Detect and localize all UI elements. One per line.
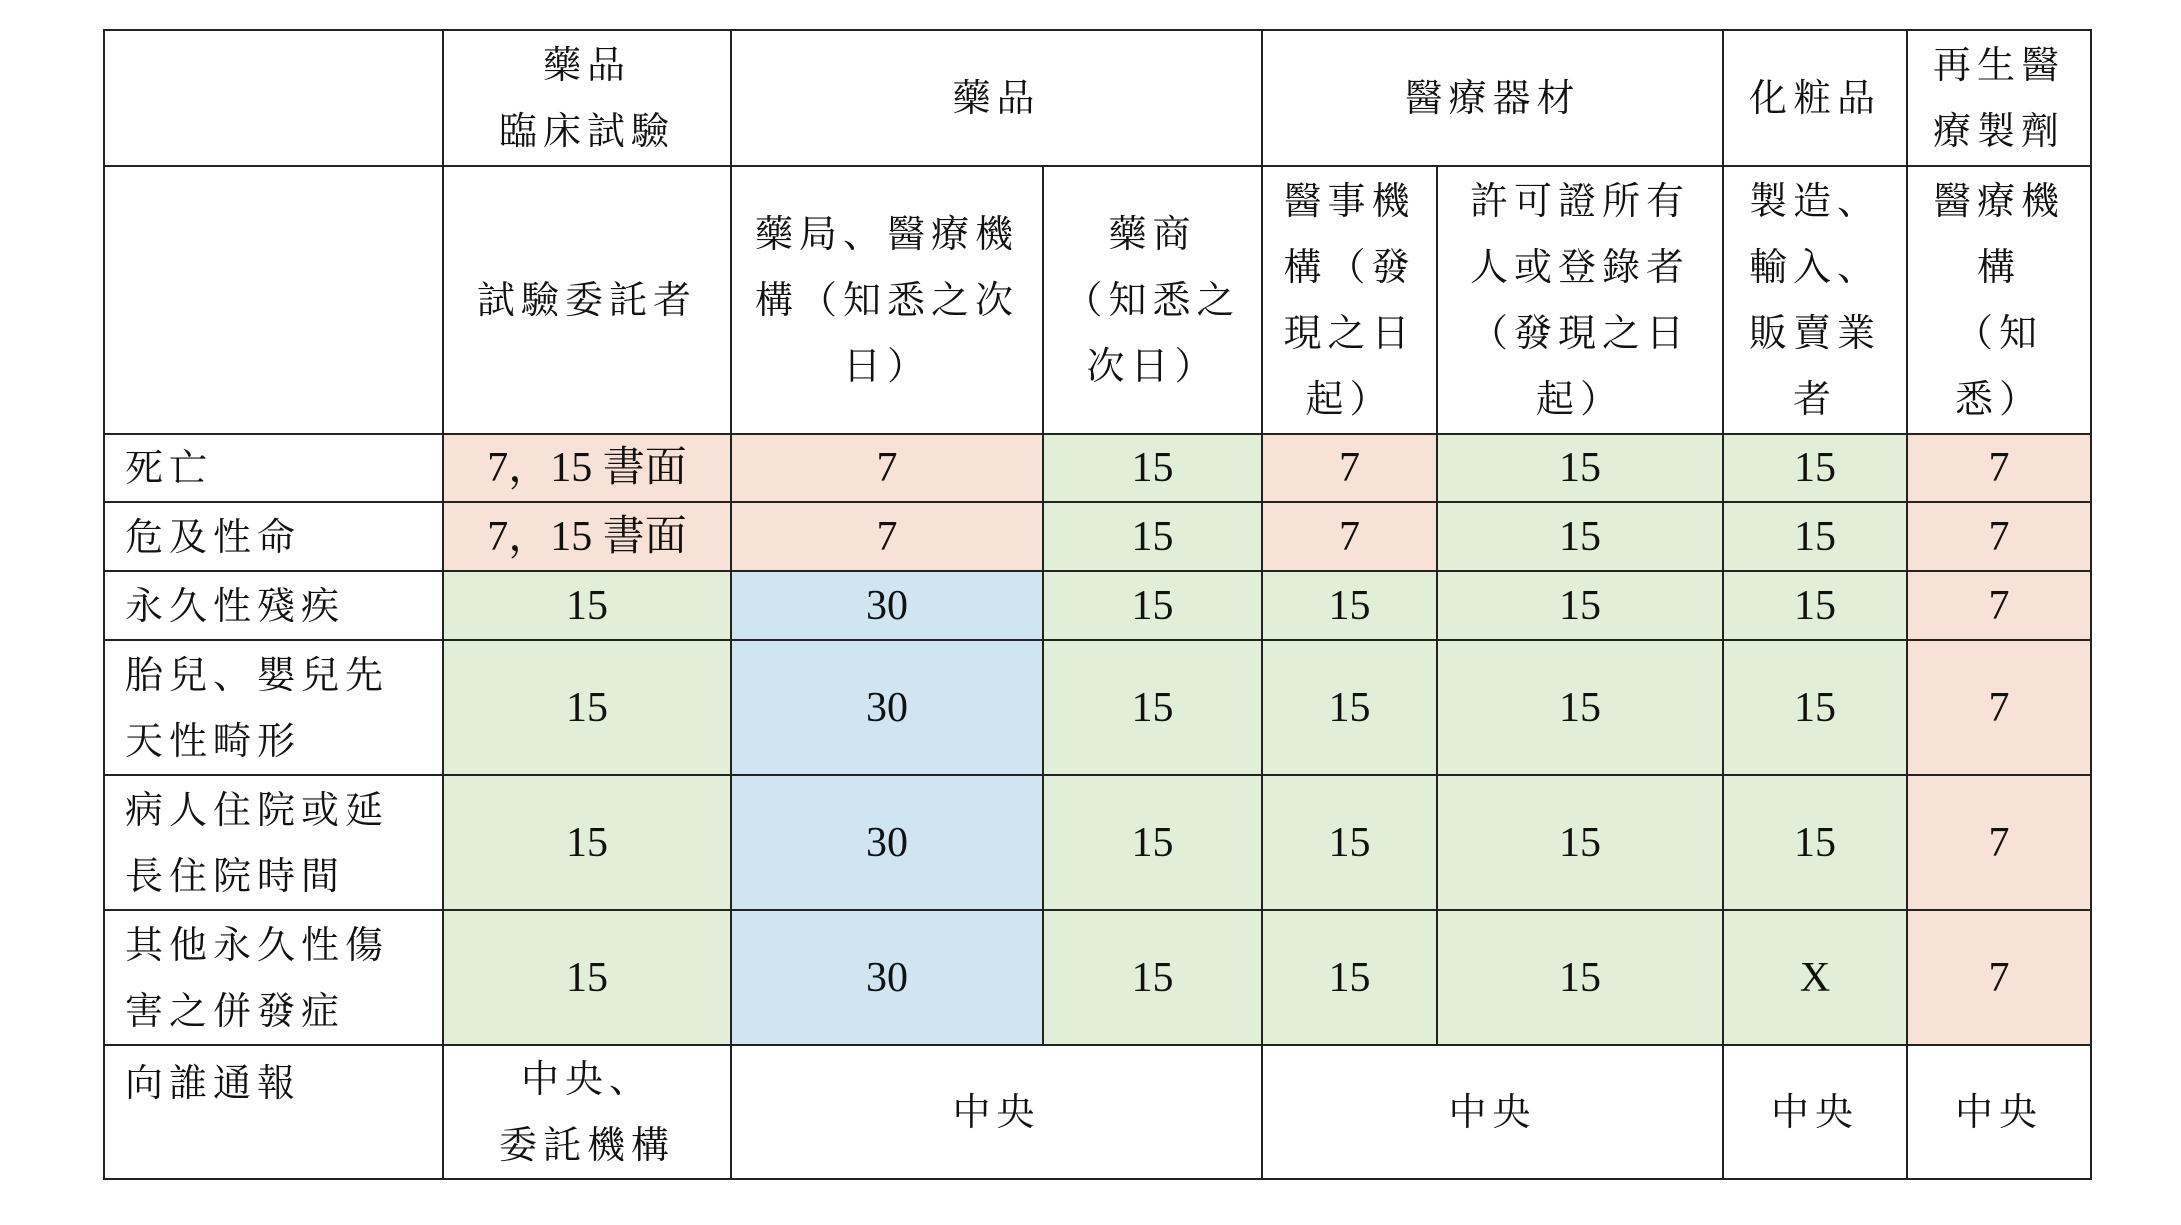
adverse-event-reporting-table (103, 29, 2092, 1180)
cell: 7 (1907, 434, 2091, 502)
cell: 30 (731, 910, 1043, 1045)
cell: 15 (1723, 640, 1907, 775)
table-row (104, 571, 2091, 640)
cell: 7，15 書面 (443, 502, 731, 571)
sub-header-trial-sponsor: 試驗委託者 (443, 166, 731, 434)
group-cosmetics: 化粧品 (1723, 30, 1907, 166)
cell: 15 (1723, 571, 1907, 640)
report-to-drug: 中央 (731, 1045, 1262, 1179)
cell: 15 (1437, 434, 1723, 502)
cell: 30 (731, 571, 1043, 640)
cell: 7 (731, 434, 1043, 502)
cell: 15 (1437, 775, 1723, 910)
cell: X (1723, 910, 1907, 1045)
table-row (104, 640, 2091, 775)
cell: 15 (1437, 571, 1723, 640)
cell: 7 (1907, 571, 2091, 640)
corner-cell-2 (104, 166, 443, 434)
cell: 15 (1043, 434, 1262, 502)
cell: 15 (1262, 571, 1437, 640)
cell: 7 (731, 502, 1043, 571)
cell: 7 (1907, 775, 2091, 910)
cell: 15 (1262, 910, 1437, 1045)
cell: 15 (1723, 775, 1907, 910)
cell: 7 (1262, 502, 1437, 571)
group-medical-device: 醫療器材 (1262, 30, 1723, 166)
row-label: 死亡 (104, 434, 443, 502)
row-label: 永久性殘疾 (104, 571, 443, 640)
report-to-row (104, 1045, 2091, 1179)
cell: 15 (1043, 910, 1262, 1045)
report-to-cosmetics: 中央 (1723, 1045, 1907, 1179)
row-label: 其他永久性傷 害之併發症 (104, 910, 443, 1045)
sub-header-medical-institution: 醫事機 構（發 現之日 起） (1262, 166, 1437, 434)
table-row (104, 910, 2091, 1045)
row-label: 胎兒、嬰兒先 天性畸形 (104, 640, 443, 775)
cell: 30 (731, 640, 1043, 775)
report-to-regen: 中央 (1907, 1045, 2091, 1179)
report-to-device: 中央 (1262, 1045, 1723, 1179)
sub-header-row (104, 166, 2091, 434)
cell: 15 (1043, 640, 1262, 775)
cell: 7，15 書面 (443, 434, 731, 502)
group-header-row (104, 30, 2091, 166)
sub-header-manufacturer: 製造、 輸入、 販賣業 者 (1723, 166, 1907, 434)
cell: 7 (1262, 434, 1437, 502)
cell: 15 (443, 571, 731, 640)
table-row (104, 775, 2091, 910)
cell: 15 (443, 775, 731, 910)
sub-header-pharmacy-hospital: 藥局、醫療機 構（知悉之次 日） (731, 166, 1043, 434)
cell: 15 (443, 910, 731, 1045)
cell: 7 (1907, 502, 2091, 571)
group-drug: 藥品 (731, 30, 1262, 166)
row-label: 危及性命 (104, 502, 443, 571)
cell: 15 (1723, 502, 1907, 571)
cell: 15 (1437, 502, 1723, 571)
cell: 15 (1043, 502, 1262, 571)
report-to-label: 向誰通報 (104, 1045, 443, 1179)
cell: 15 (443, 640, 731, 775)
sub-header-license-holder: 許可證所有 人或登錄者 （發現之日 起） (1437, 166, 1723, 434)
cell: 15 (1262, 775, 1437, 910)
corner-cell (104, 30, 443, 166)
cell: 15 (1043, 775, 1262, 910)
cell: 15 (1723, 434, 1907, 502)
cell: 15 (1437, 640, 1723, 775)
cell: 15 (1437, 910, 1723, 1045)
report-to-trial: 中央、 委託機構 (443, 1045, 731, 1179)
row-label: 病人住院或延 長住院時間 (104, 775, 443, 910)
cell: 7 (1907, 640, 2091, 775)
group-regenerative-medicine: 再生醫 療製劑 (1907, 30, 2091, 166)
cell: 7 (1907, 910, 2091, 1045)
cell: 30 (731, 775, 1043, 910)
cell: 15 (1262, 640, 1437, 775)
table-row (104, 434, 2091, 502)
group-drug-clinical-trial: 藥品 臨床試驗 (443, 30, 731, 166)
table-row (104, 502, 2091, 571)
sub-header-medical-institution-regen: 醫療機 構 （知 悉） (1907, 166, 2091, 434)
sub-header-drug-dealer: 藥商 （知悉之 次日） (1043, 166, 1262, 434)
cell: 15 (1043, 571, 1262, 640)
